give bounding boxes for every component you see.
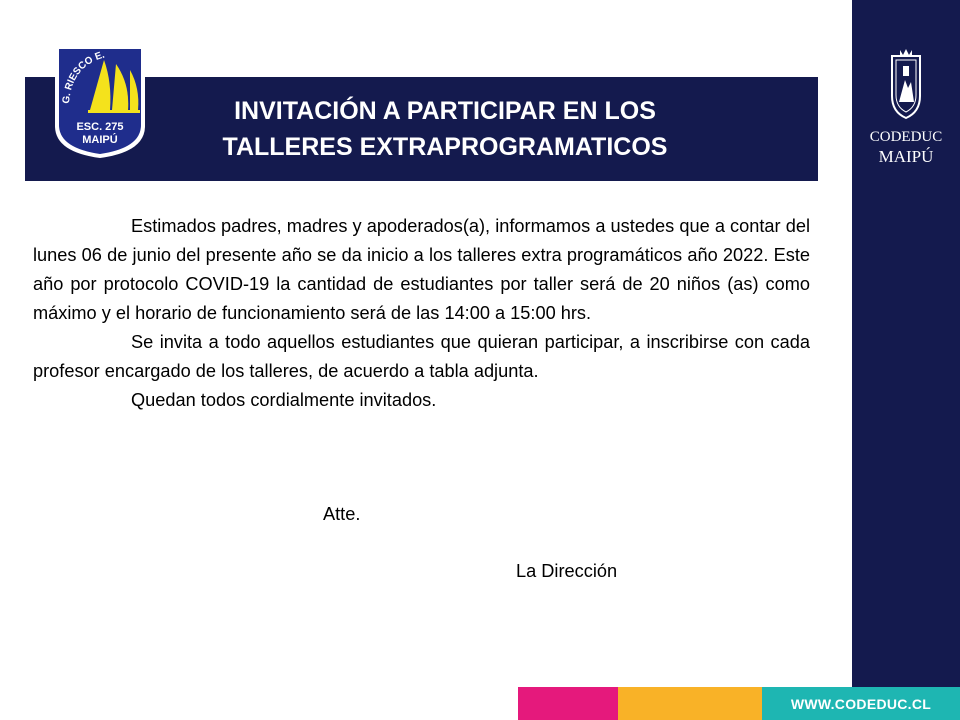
codeduc-wordmark xyxy=(852,128,960,166)
footer-segment-magenta xyxy=(518,687,618,720)
school-logo-arc-text: G. RIESCO E. xyxy=(60,49,106,105)
letter-body xyxy=(33,212,810,415)
footer-color-bar xyxy=(518,687,960,720)
paragraph-closing-line: Quedan todos cordialmente invitados. xyxy=(131,390,437,410)
closing-salutation: Atte. xyxy=(323,504,361,524)
footer-segment-yellow xyxy=(618,687,762,720)
title-line-2: TALLERES EXTRAPROGRAMATICOS xyxy=(222,133,668,161)
paragraph-invitation: Se invita a todo aquellos estudiantes que quieran participar, a inscribirse con cada profesor encargado de los talleres, de acuerdo a tabla adjunta. xyxy=(33,332,810,381)
page-title xyxy=(165,93,725,165)
codeduc-crest-icon xyxy=(884,46,928,122)
paragraph-intro: Estimados padres, madres y apoderados(a), informamos a ustedes que a contar del lunes 06 de junio del presente año se da inicio a los talleres extra programáticos año 2022. Este año por protocolo COVID-19 la cantidad de estudiantes por taller será de 20 niños (as) como máximo y el horario de funcionamiento será de las 14:00 a 15:00 hrs. xyxy=(33,216,810,323)
codeduc-name: CODEDUC xyxy=(869,129,943,145)
school-logo-city: MAIPÚ xyxy=(82,134,118,146)
title-line-1: INVITACIÓN A PARTICIPAR EN LOS xyxy=(234,97,656,125)
school-crest-logo xyxy=(52,42,148,160)
website-link[interactable]: WWW.CODEDUC.CL xyxy=(790,695,932,712)
signature: La Dirección xyxy=(516,561,618,581)
side-panel xyxy=(852,0,960,720)
school-logo-number: ESC. 275 xyxy=(76,121,124,133)
footer-segment-teal xyxy=(762,687,960,720)
codeduc-location: MAIPÚ xyxy=(878,147,934,166)
